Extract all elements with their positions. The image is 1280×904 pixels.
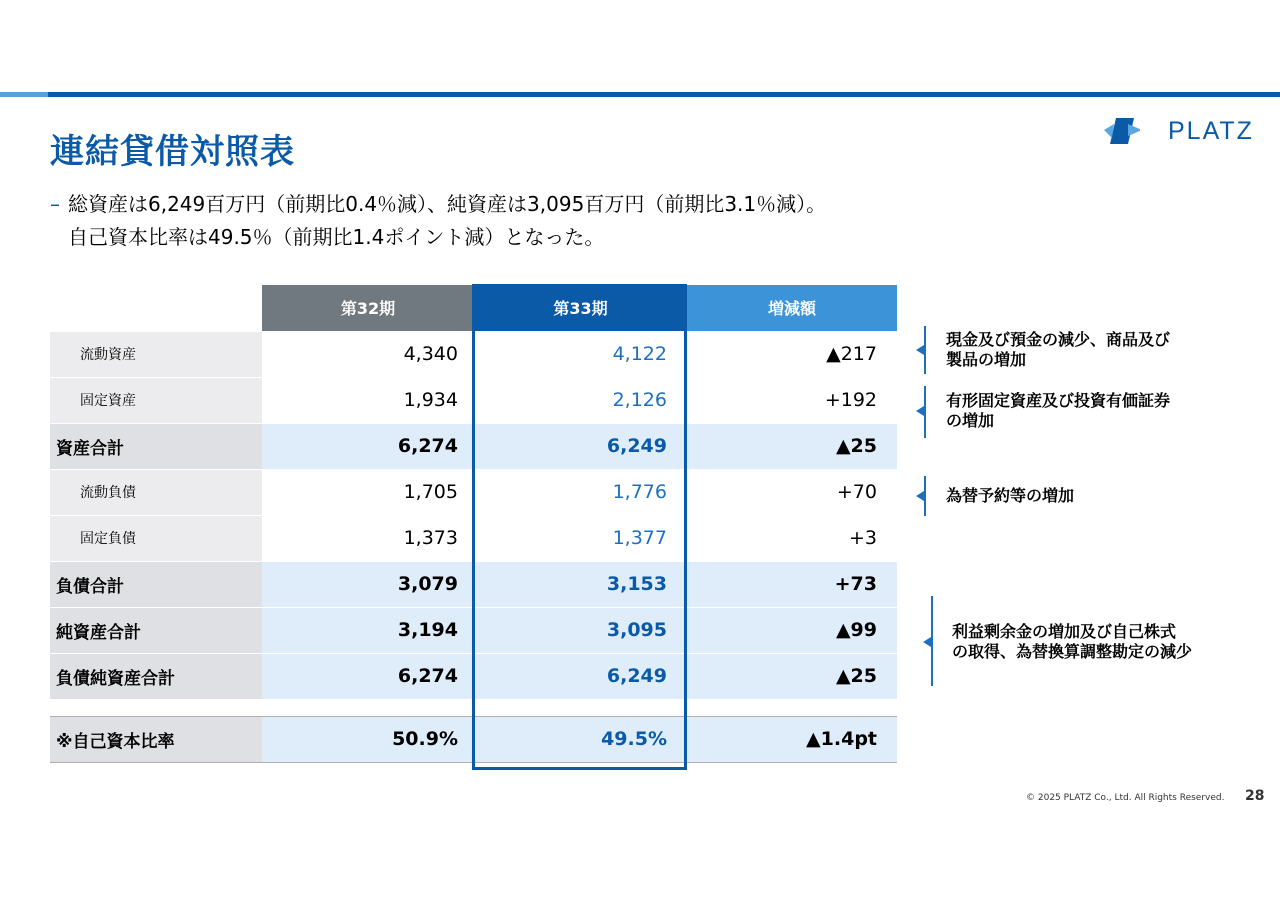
note-bracket [924, 386, 926, 438]
row-label: 固定負債 [50, 515, 262, 561]
cell-period-32: 4,340 [262, 331, 474, 377]
copyright-text: © 2025 PLATZ Co., Ltd. All Rights Reserved. [1026, 793, 1225, 803]
cell-change: ▲25 [687, 423, 897, 469]
cell-period-33: 3,153 [474, 561, 687, 607]
company-logo [1104, 112, 1254, 152]
table-row [50, 377, 897, 423]
cell-period-32: 3,194 [262, 607, 474, 653]
cell-period-32: 1,373 [262, 515, 474, 561]
cell-period-32: 3,079 [262, 561, 474, 607]
cell-period-32: 1,934 [262, 377, 474, 423]
cell-change: ▲217 [687, 331, 897, 377]
cell-period-33: 6,249 [474, 423, 687, 469]
header-change: 増減額 [687, 285, 897, 331]
cell-change: ▲25 [687, 653, 897, 699]
note-bracket [931, 596, 933, 686]
cell-period-33: 2,126 [474, 377, 687, 423]
cell-period-33: 49.5% [474, 716, 687, 762]
note-arrow-icon [916, 406, 924, 416]
logo-text: PLATZ [1168, 117, 1254, 145]
cell-change: ▲1.4pt [687, 716, 897, 762]
cell-change: +70 [687, 469, 897, 515]
top-accent-bar-light [0, 92, 48, 97]
table-header-row [50, 285, 897, 331]
balance-sheet-table [50, 285, 897, 763]
top-accent-bar [48, 92, 1280, 97]
table-row [50, 423, 897, 469]
cell-change: ▲99 [687, 607, 897, 653]
cell-period-33: 6,249 [474, 653, 687, 699]
note-current-liabilities: 為替予約等の増加 [946, 486, 1075, 505]
cell-period-32: 6,274 [262, 423, 474, 469]
note-net-assets: 利益剰余金の増加及び自己株式 の取得、為替換算調整勘定の減少 [952, 622, 1193, 661]
cell-period-33: 4,122 [474, 331, 687, 377]
table-row [50, 607, 897, 653]
page-number: 28 [1245, 788, 1265, 804]
table-row [50, 653, 897, 699]
row-label: 固定資産 [50, 377, 262, 423]
row-label: 負債合計 [50, 561, 262, 607]
equity-ratio-row [50, 716, 897, 762]
row-label: 純資産合計 [50, 607, 262, 653]
table-row [50, 515, 897, 561]
cell-period-32: 6,274 [262, 653, 474, 699]
table-row [50, 469, 897, 515]
table-spacer [50, 699, 897, 716]
bullet-dash-icon: – [50, 192, 60, 216]
note-fixed-assets: 有形固定資産及び投資有価証券 の増加 [946, 391, 1171, 430]
note-bracket [924, 326, 926, 374]
header-period-33: 第33期 [474, 285, 687, 331]
summary-text [50, 188, 826, 254]
note-arrow-icon [923, 637, 931, 647]
summary-line-2: 自己資本比率は49.5％（前期比1.4ポイント減）となった。 [68, 225, 605, 249]
note-current-assets: 現金及び預金の減少、商品及び 製品の増加 [946, 330, 1171, 369]
note-bracket [924, 476, 926, 516]
logo-mark-icon [1104, 116, 1140, 146]
table-row [50, 331, 897, 377]
cell-period-33: 3,095 [474, 607, 687, 653]
cell-period-33: 1,776 [474, 469, 687, 515]
cell-period-32: 50.9% [262, 716, 474, 762]
cell-period-33: 1,377 [474, 515, 687, 561]
cell-change: +3 [687, 515, 897, 561]
cell-change: +73 [687, 561, 897, 607]
table-row [50, 561, 897, 607]
row-label: 流動資産 [50, 331, 262, 377]
row-label: 資産合計 [50, 423, 262, 469]
row-label: ※自己資本比率 [50, 716, 262, 762]
row-label: 負債純資産合計 [50, 653, 262, 699]
note-arrow-icon [916, 345, 924, 355]
cell-change: +192 [687, 377, 897, 423]
row-label: 流動負債 [50, 469, 262, 515]
cell-period-32: 1,705 [262, 469, 474, 515]
note-arrow-icon [916, 491, 924, 501]
page-title: 連結貸借対照表 [50, 132, 295, 172]
header-period-32: 第32期 [262, 285, 474, 331]
summary-line-1: – 総資産は6,249百万円（前期比0.4％減）、純資産は3,095百万円（前期比3.1％減）。 [50, 188, 826, 221]
